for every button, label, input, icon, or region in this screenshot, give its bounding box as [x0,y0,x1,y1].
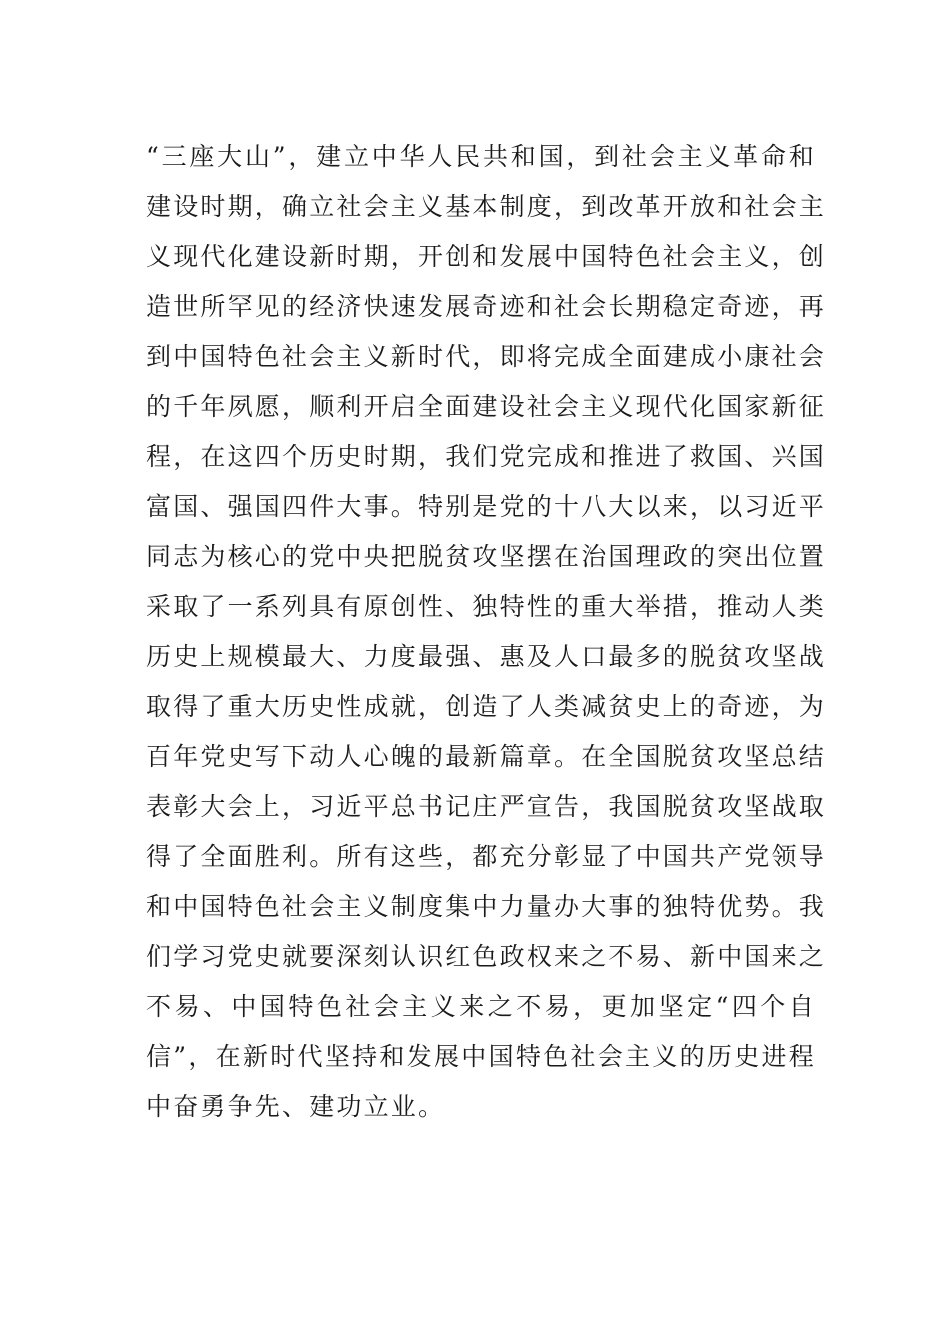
text-line: 义现代化建设新时期，开创和发展中国特色社会主义，创 [146,242,827,271]
text-line: “三座大山”，建立中华人民共和国，到社会主义革命和 [146,142,816,171]
text-line: 不易、中国特色社会主义来之不易，更加坚定“四个自 [146,992,816,1021]
text-line: 富国、强国四件大事。特别是党的十八大以来，以习近平 [146,492,827,521]
text-line: 到中国特色社会主义新时代，即将完成全面建成小康社会 [146,342,827,371]
text-line: 程，在这四个历史时期，我们党完成和推进了救国、兴国 [146,442,827,471]
text-line: 们学习党史就要深刻认识红色政权来之不易、新中国来之 [146,942,827,971]
text-line: 采取了一系列具有原创性、独特性的重大举措，推动人类 [146,592,827,621]
text-line: 造世所罕见的经济快速发展奇迹和社会长期稳定奇迹，再 [146,292,827,321]
text-line: 的千年夙愿，顺利开启全面建设社会主义现代化国家新征 [146,392,827,421]
text-line: 信”，在新时代坚持和发展中国特色社会主义的历史进程 [146,1042,816,1071]
text-line: 表彰大会上，习近平总书记庄严宣告，我国脱贫攻坚战取 [146,792,827,821]
text-line: 建设时期，确立社会主义基本制度，到改革开放和社会主 [146,192,827,221]
text-line-last: 中奋勇争先、建功立业。 [146,1092,446,1121]
text-line: 同志为核心的党中央把脱贫攻坚摆在治国理政的突出位置 [146,542,827,571]
text-line: 百年党史写下动人心魄的最新篇章。在全国脱贫攻坚总结 [146,742,827,771]
body-paragraph [146,132,827,1132]
text-line: 得了全面胜利。所有这些，都充分彰显了中国共产党领导 [146,842,827,871]
text-line: 和中国特色社会主义制度集中力量办大事的独特优势。我 [146,892,827,921]
text-line: 历史上规模最大、力度最强、惠及人口最多的脱贫攻坚战 [146,642,827,671]
text-line: 取得了重大历史性成就，创造了人类减贫史上的奇迹，为 [146,692,827,721]
